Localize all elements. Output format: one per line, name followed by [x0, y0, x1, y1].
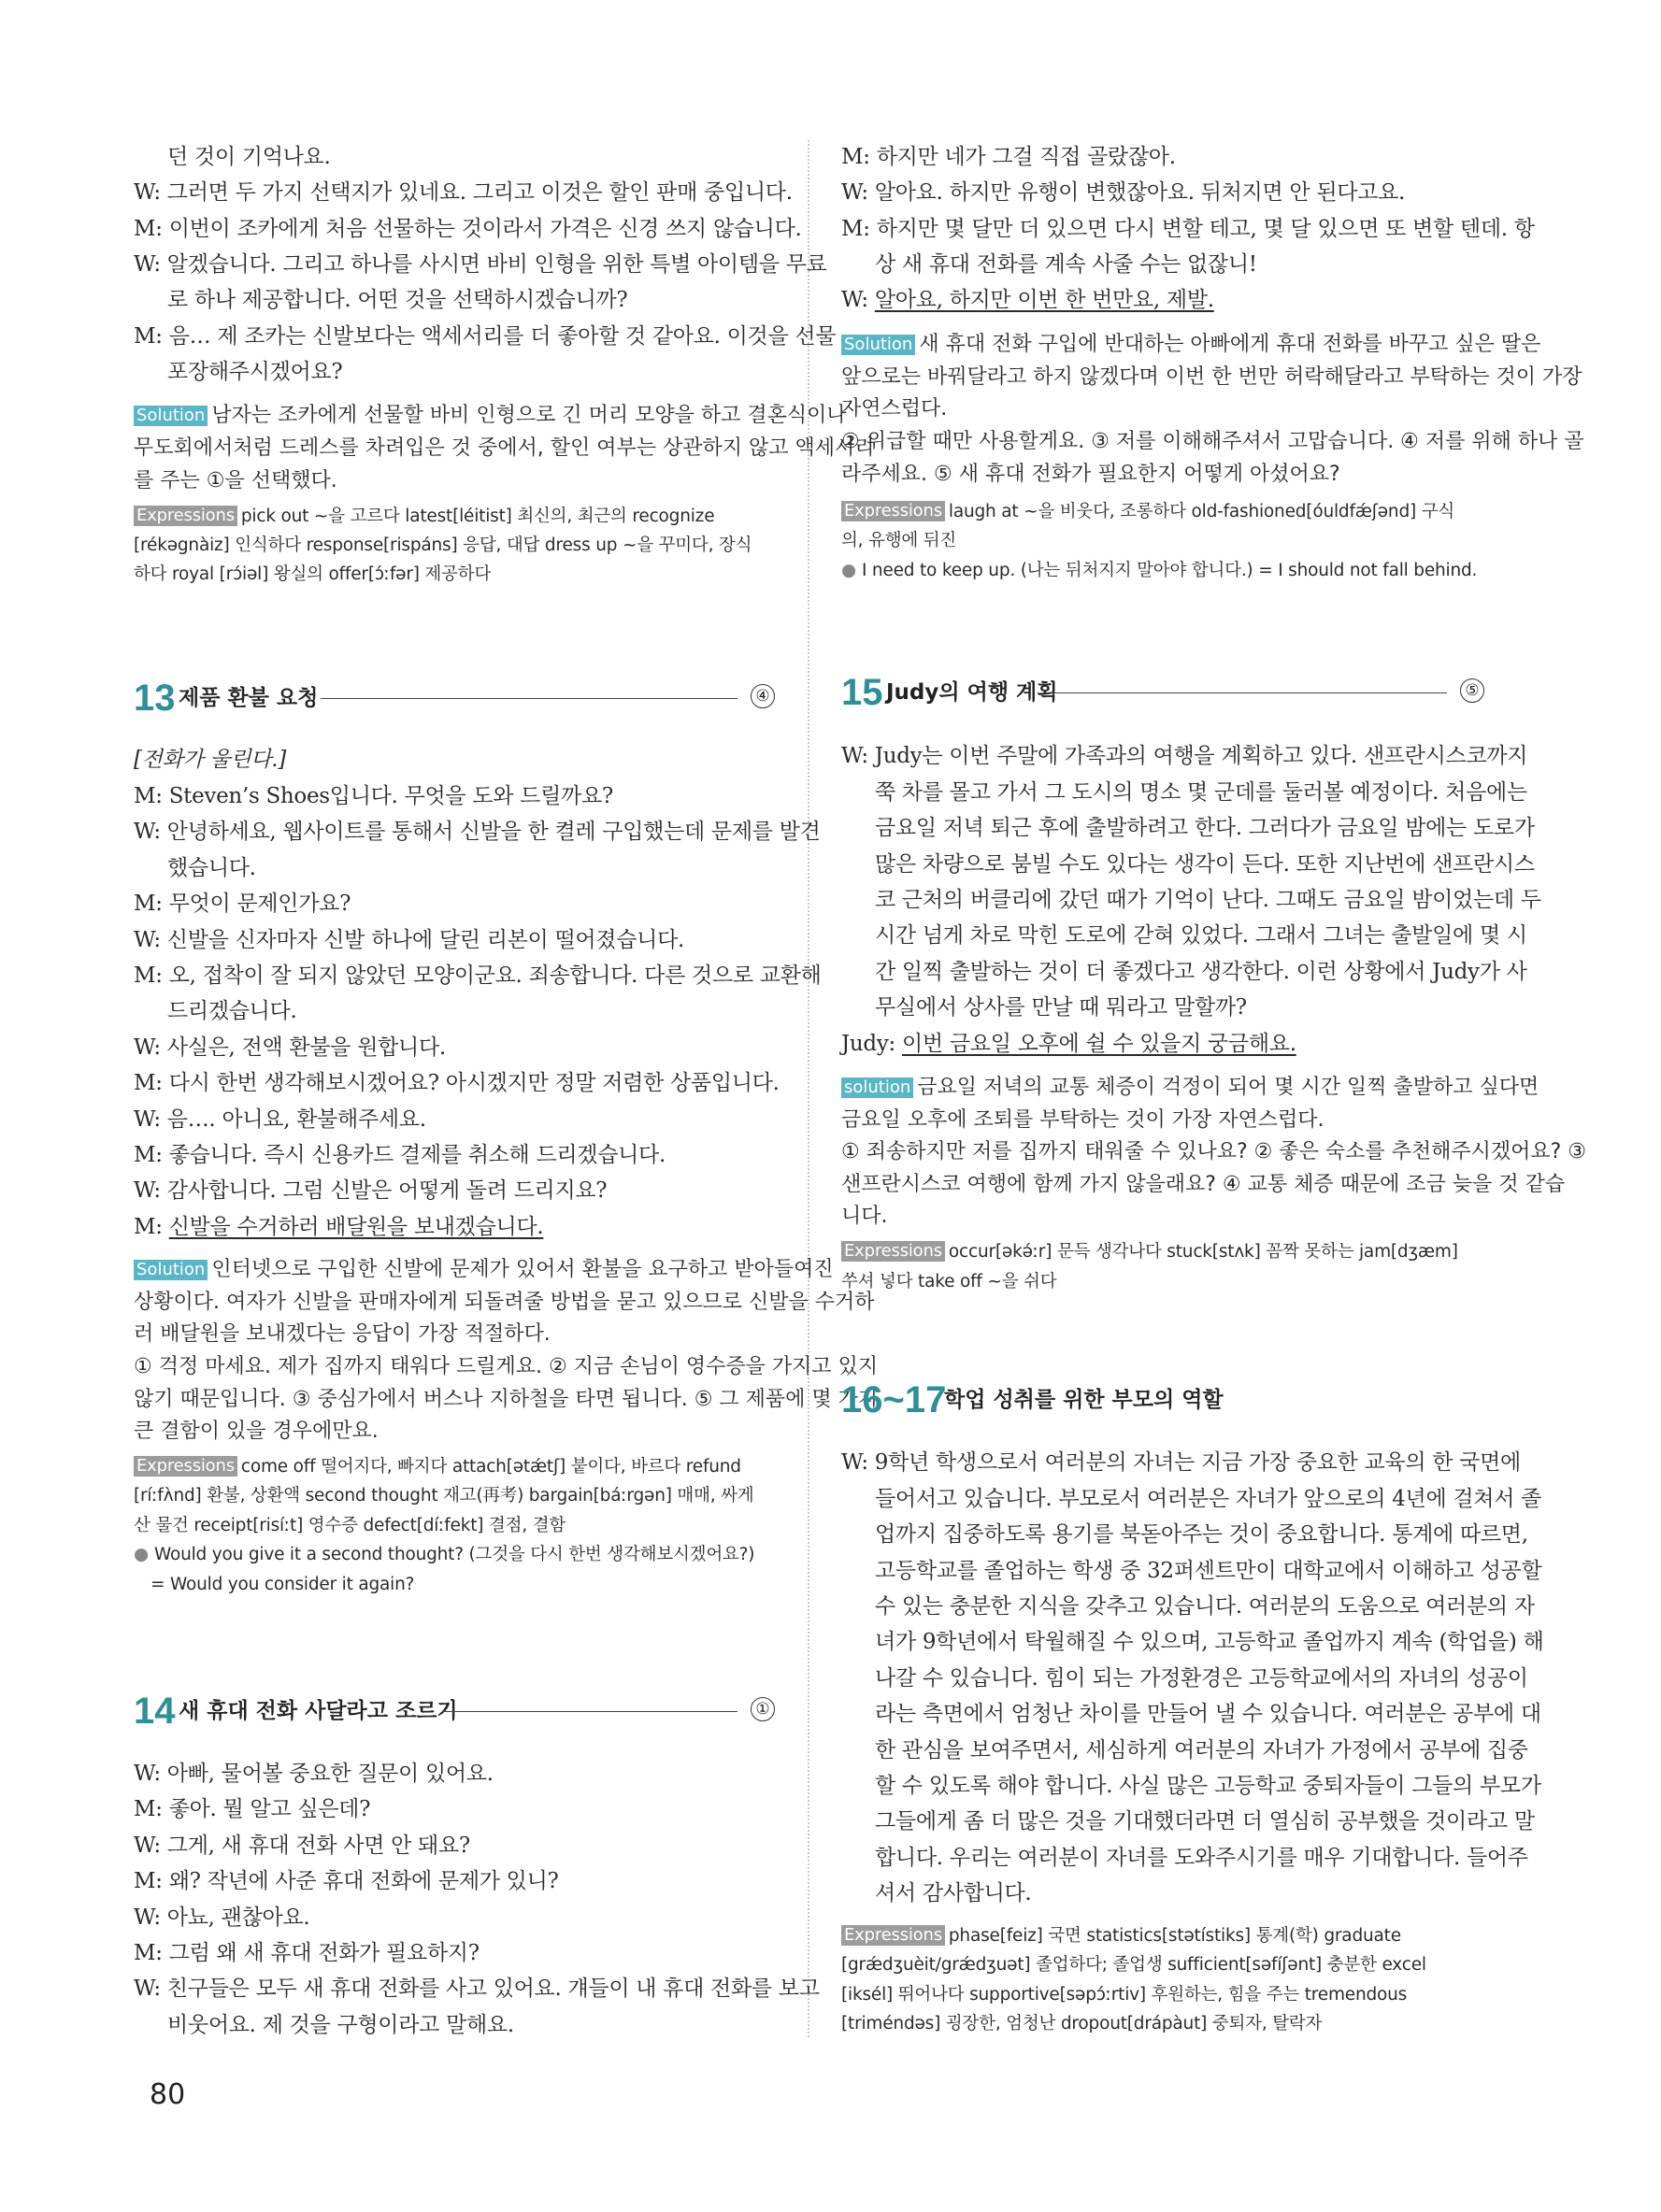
narration-line: 간 일찍 출발하는 것이 더 좋겠다고 생각한다. 이런 상황에서 Judy가 사 — [875, 960, 1527, 984]
narration-line: 셔서 감사합니다. — [875, 1881, 1032, 1905]
note-text: Would you give it a second thought? (그것을 다시 한번 생각해보시겠어요?) — [153, 1545, 755, 1564]
dialogue-line: M: 좋습니다. 즉시 신용카드 결제를 취소해 드리겠습니다. — [134, 1143, 666, 1167]
expressions-tag: Expressions — [134, 506, 237, 526]
narration-line: 합니다. 우리는 여러분이 자녀를 도와주시기를 매우 기대합니다. 들어주 — [875, 1846, 1528, 1870]
dialogue-line: M: 다시 한번 생각해보시겠어요? 아시겠지만 정말 저렴한 상품입니다. — [134, 1071, 780, 1095]
section-title: 학업 성취를 위한 부모의 역할 — [944, 1388, 1224, 1412]
solution-line: 큰 결함이 있을 경우에만요. — [134, 1420, 379, 1443]
narration-line: 쭉 차를 몰고 가서 그 도시의 명소 몇 군데를 둘러볼 예정이다. 처음에는 — [875, 780, 1527, 805]
expressions-line: [iksél] 뛰어나다 supportive[səpɔ́ːrtiv] 후원하는, 힘을 주는 tremendous — [841, 1985, 1408, 2005]
dialogue-line: W: 사실은, 전액 환불을 원합니다. — [134, 1035, 446, 1060]
dialogue-line: W: 아빠, 물어볼 중요한 질문이 있어요. — [134, 1762, 494, 1786]
narration-line: 녀가 9학년에서 탁월해질 수 있으며, 고등학교 졸업까지 계속 (학업을) 해 — [875, 1630, 1544, 1654]
dialogue-line: W: 안녕하세요, 웹사이트를 통해서 신발을 한 켤레 구입했는데 문제를 발견 — [134, 820, 821, 844]
dialogue-line: 포장해주시겠어요? — [167, 360, 343, 384]
expressions-line: 산 물건 receipt[risíːt] 영수증 defect[díːfekt] 결점, 결함 — [134, 1516, 566, 1535]
dialogue-line: 로 하나 제공합니다. 어떤 것을 선택하시겠습니까? — [167, 288, 628, 312]
note-text: I need to keep up. (나는 뒤처지지 말아야 합니다.) = I should not fall behind. — [861, 561, 1478, 580]
section-rule — [442, 1711, 737, 1712]
solution-text: 금요일 저녁의 교통 체증이 걱정이 되어 몇 시간 일찍 출발하고 싶다면 — [917, 1076, 1539, 1099]
solution-text: 인터넷으로 구입한 신발에 문제가 있어서 환불을 요구하고 받아들여진 — [211, 1258, 834, 1281]
dialogue-line: M: Steven’s Shoes입니다. 무엇을 도와 드릴까요? — [134, 784, 613, 808]
expressions-line: 의, 유행에 뒤진 — [841, 531, 957, 550]
solution-line: 라주세요. ⑤ 새 휴대 전화가 필요한지 어떻게 아셨어요? — [841, 463, 1340, 486]
expressions-line: 하다 royal [rɔ́iəl] 왕실의 offer[ɔ́ːfər] 제공하다 — [134, 564, 492, 584]
dialogue-line: M: 이번이 조카에게 처음 선물하는 것이라서 가격은 신경 쓰지 않습니다. — [134, 217, 802, 241]
section-number: 14 — [134, 1691, 176, 1732]
dialogue-line: W: 그게, 새 휴대 전화 사면 안 돼요? — [134, 1834, 470, 1858]
expressions-text: pick out ~을 고르다 latest[léitist] 최신의, 최근의 recognize — [240, 507, 715, 526]
dialogue-line: M: 그럼 왜 새 휴대 전화가 필요하지? — [134, 1941, 480, 1965]
narration-line: 나갈 수 있습니다. 힘이 되는 가정환경은 고등학교에서의 자녀의 성공이 — [875, 1666, 1528, 1691]
dialogue-line: W: 알아요. 하지만 유행이 변했잖아요. 뒤처지면 안 된다고요. — [841, 180, 1406, 205]
narration-line: 많은 차량으로 붐빌 수도 있다는 생각이 든다. 또한 지난번에 샌프란시스 — [875, 852, 1535, 877]
narration-line: 시간 넘게 차로 막힌 도로에 갇혀 있었다. 그래서 그녀는 출발일에 몇 시 — [875, 923, 1527, 948]
expressions-text: laugh at ~을 비웃다, 조롱하다 old-fashioned[óuldfǽʃənd] 구식 — [948, 502, 1455, 521]
answer-text: 이번 금요일 오후에 쉴 수 있을지 궁금해요. — [902, 1032, 1296, 1056]
dialogue-line: W: 아뇨, 괜찮아요. — [134, 1905, 310, 1930]
expressions-tag: Expressions — [134, 1456, 237, 1477]
answer-text: 신발을 수거하러 배달원을 보내겠습니다. — [168, 1215, 544, 1239]
dialogue-line: W: 그러면 두 가지 선택지가 있네요. 그리고 이것은 할인 판매 중입니다. — [134, 180, 793, 205]
section-number: 16~17 — [841, 1379, 947, 1420]
expressions-line: [rékəgnàiz] 인식하다 response[rispáns] 응답, 대답 dress up ~을 꾸미다, 장식 — [134, 535, 752, 555]
dialogue-line: M: 무엇이 문제인가요? — [134, 892, 351, 916]
section-13-header — [134, 675, 775, 721]
dialogue-line: 상 새 휴대 전화를 계속 사줄 수는 없잖니! — [875, 252, 1257, 277]
dialogue-line: 던 것이 기억나요. — [167, 145, 331, 169]
dialogue-line: 했습니다. — [167, 856, 256, 880]
bullet-icon: ● — [134, 1545, 149, 1564]
narration-line: 라는 측면에서 엄청난 차이를 만들어 낼 수 있습니다. 여러분은 공부에 대 — [875, 1702, 1541, 1726]
solution-line: 금요일 오후에 조퇴를 부탁하는 것이 가장 자연스럽다. — [841, 1108, 1325, 1132]
narration-line: 한 관심을 보여주면서, 세심하게 여러분의 자녀가 가정에서 공부에 집중 — [875, 1738, 1528, 1762]
dialogue-line: W: 신발을 신자마자 신발 하나에 달린 리본이 떨어졌습니다. — [134, 928, 684, 952]
speaker: M: — [134, 1215, 169, 1239]
solution-line — [841, 1075, 1539, 1101]
answer-line — [841, 287, 1214, 313]
dialogue-line: M: 하지만 네가 그걸 직접 골랐잖아. — [841, 145, 1176, 169]
expressions-line — [841, 1924, 1401, 1948]
dialogue-line: 비웃어요. 제 것을 구형이라고 말해요. — [167, 2013, 514, 2037]
solution-tag: solution — [841, 1077, 913, 1098]
solution-line: 무도회에서처럼 드레스를 차려입은 것 중에서, 할인 여부는 상관하지 않고 액세서리 — [134, 436, 875, 460]
solution-tag: Solution — [134, 406, 208, 426]
note-line — [841, 559, 1477, 583]
answer-badge: ⑤ — [1460, 678, 1484, 703]
dialogue-line: M: 좋아. 뭘 알고 싶은데? — [134, 1797, 371, 1821]
solution-line: ② 위급할 때만 사용할게요. ③ 저를 이해해주셔서 고맙습니다. ④ 저를 위해 하나 골 — [841, 430, 1584, 453]
answer-line — [841, 1031, 1296, 1057]
expressions-line — [134, 1455, 741, 1479]
expressions-line: [triméndəs] 굉장한, 엄청난 dropout[drápàut] 중퇴자, 탈락자 — [841, 2014, 1323, 2034]
narration-line: W: 9학년 학생으로서 여러분의 자녀는 지금 가장 중요한 교육의 한 국면에 — [841, 1450, 1521, 1475]
expressions-line: [grǽdʒuèit/grǽdʒuət] 졸업하다; 졸업생 sufficient[səfíʃənt] 충분한 excel — [841, 1955, 1426, 1975]
section-title: 제품 환불 요청 — [179, 686, 319, 710]
solution-line — [841, 332, 1540, 358]
speaker: Judy: — [841, 1032, 903, 1056]
solution-tag: Solution — [841, 335, 915, 355]
dialogue-line: W: 감사합니다. 그럼 신발은 어떻게 돌려 드리지요? — [134, 1178, 608, 1203]
narration-line: 그들에게 좀 더 많은 것을 기대했더라면 더 열심히 공부했을 것이라고 말 — [875, 1809, 1535, 1834]
dialogue-line: M: 왜? 작년에 사준 휴대 전화에 문제가 있니? — [134, 1869, 559, 1893]
note-line — [134, 1543, 754, 1567]
solution-line: 를 주는 ①을 선택했다. — [134, 469, 337, 492]
stage-direction: [전화가 울린다.] — [134, 748, 286, 772]
narration-line: 무실에서 상사를 만날 때 뭐라고 말할까? — [875, 995, 1247, 1020]
solution-line: 러 배달원을 보내겠다는 응답이 가장 적절하다. — [134, 1322, 551, 1346]
narration-line: W: Judy는 이번 주말에 가족과의 여행을 계획하고 있다. 샌프란시스코까지 — [841, 744, 1528, 768]
solution-text: 새 휴대 전화 구입에 반대하는 아빠에게 휴대 전화를 바꾸고 싶은 딸은 — [919, 333, 1541, 356]
solution-line: 자연스럽다. — [841, 397, 948, 421]
solution-line — [134, 403, 847, 429]
expressions-text: occur[əkə́ːr] 문득 생각나다 stuck[stʌk] 꼼짝 못하는 jam[dʒæm] — [948, 1242, 1458, 1262]
solution-line: 니다. — [841, 1205, 888, 1228]
note-line: = Would you consider it again? — [150, 1575, 415, 1594]
page-number: 80 — [150, 2078, 186, 2111]
expressions-tag: Expressions — [841, 501, 945, 521]
dialogue-line: M: 음… 제 조카는 신발보다는 액세서리를 더 좋아할 것 같아요. 이것을 선물 — [134, 324, 837, 349]
expressions-line: [ríːfʌ̀nd] 환불, 상환액 second thought 재고(再考) bargain[báːrgən] 매매, 싸게 — [134, 1486, 754, 1506]
answer-badge: ④ — [751, 684, 775, 708]
section-16-17-header — [841, 1377, 1484, 1423]
dialogue-line: W: 음…. 아니요, 환불해주세요. — [134, 1107, 426, 1132]
solution-line: 상황이다. 여자가 신발을 판매자에게 되돌려줄 방법을 묻고 있으므로 신발을 수거하 — [134, 1291, 875, 1314]
narration-line: 들어서고 있습니다. 부모로서 여러분은 자녀가 앞으로의 4년에 걸쳐서 졸 — [875, 1487, 1542, 1511]
solution-tag: Solution — [134, 1260, 208, 1280]
expressions-line: 쑤셔 넣다 take off ~을 쉬다 — [841, 1272, 1057, 1292]
dialogue-line: M: 오, 접착이 잘 되지 않았던 모양이군요. 죄송합니다. 다른 것으로 교환해 — [134, 963, 822, 988]
expressions-line — [134, 505, 714, 529]
expressions-text: come off 떨어지다, 빠지다 attach[ətǽtʃ] 붙이다, 바르다 refund — [240, 1457, 741, 1477]
solution-line: ① 죄송하지만 저를 집까지 태워줄 수 있나요? ② 좋은 숙소를 추천해주시겠어요? ③ — [841, 1140, 1587, 1163]
section-14-header — [134, 1688, 775, 1734]
section-rule — [321, 698, 737, 699]
dialogue-line: M: 하지만 몇 달만 더 있으면 다시 변할 테고, 몇 달 있으면 또 변할 텐데. 항 — [841, 217, 1535, 241]
solution-line: 앞으로는 바꿔달라고 하지 않겠다며 이번 한 번만 허락해달라고 부탁하는 것이 가장 — [841, 365, 1582, 389]
section-rule — [1052, 692, 1447, 693]
expressions-tag: Expressions — [841, 1241, 945, 1262]
narration-line: 업까지 집중하도록 용기를 북돋아주는 것이 중요합니다. 통계에 따르면, — [875, 1522, 1528, 1547]
expressions-line — [841, 500, 1454, 524]
answer-line — [134, 1214, 543, 1240]
narration-line: 수 있는 충분한 지식을 갖추고 있습니다. 여러분의 도움으로 여러분의 자 — [875, 1594, 1535, 1619]
solution-line: 않기 때문입니다. ③ 중심가에서 버스나 지하철을 타면 됩니다. ⑤ 그 제품에 몇 가지 — [134, 1388, 879, 1411]
section-number: 15 — [841, 672, 883, 713]
solution-line: 샌프란시스코 여행에 함께 가지 않을래요? ④ 교통 체증 때문에 조금 늦을 것 같습 — [841, 1173, 1566, 1196]
answer-badge: ① — [751, 1697, 775, 1721]
answer-text: 알아요, 하지만 이번 한 번만요, 제발. — [874, 288, 1214, 312]
solution-line: ① 걱정 마세요. 제가 집까지 태워다 드릴게요. ② 지금 손님이 영수증을 가지고 있지 — [134, 1355, 879, 1378]
expressions-text: phase[feiz] 국면 statistics[stətístiks] 통계(학) graduate — [948, 1926, 1401, 1946]
speaker: W: — [841, 288, 875, 312]
expressions-line — [841, 1240, 1458, 1264]
narration-line: 고등학교를 졸업하는 학생 중 32퍼센트만이 대학교에서 이해하고 성공할 — [875, 1559, 1542, 1583]
solution-text: 남자는 조카에게 선물할 바비 인형으로 긴 머리 모양을 하고 결혼식이나 — [211, 404, 847, 427]
narration-line: 코 근처의 버클리에 갔던 때가 기억이 난다. 그때도 금요일 밤이었는데 두 — [875, 888, 1541, 912]
narration-line: 금요일 저녁 퇴근 후에 출발하려고 한다. 그러다가 금요일 밤에는 도로가 — [875, 816, 1535, 840]
dialogue-line: 드리겠습니다. — [167, 999, 297, 1023]
dialogue-line: W: 알겠습니다. 그리고 하나를 사시면 바비 인형을 위한 특별 아이템을 무료 — [134, 252, 827, 277]
expressions-tag: Expressions — [841, 1925, 945, 1946]
section-title: Judy의 여행 계획 — [886, 680, 1058, 705]
bullet-icon: ● — [841, 561, 856, 580]
section-title: 새 휴대 전화 사달라고 조르기 — [179, 1699, 458, 1723]
dialogue-line: W: 친구들은 모두 새 휴대 전화를 사고 있어요. 걔들이 내 휴대 전화를 보고 — [134, 1977, 820, 2001]
section-number: 13 — [134, 678, 176, 719]
narration-line: 할 수 있도록 해야 합니다. 사실 많은 고등학교 중퇴자들이 그들의 부모가 — [875, 1774, 1541, 1798]
solution-line — [134, 1257, 834, 1283]
section-15-header — [841, 669, 1484, 716]
